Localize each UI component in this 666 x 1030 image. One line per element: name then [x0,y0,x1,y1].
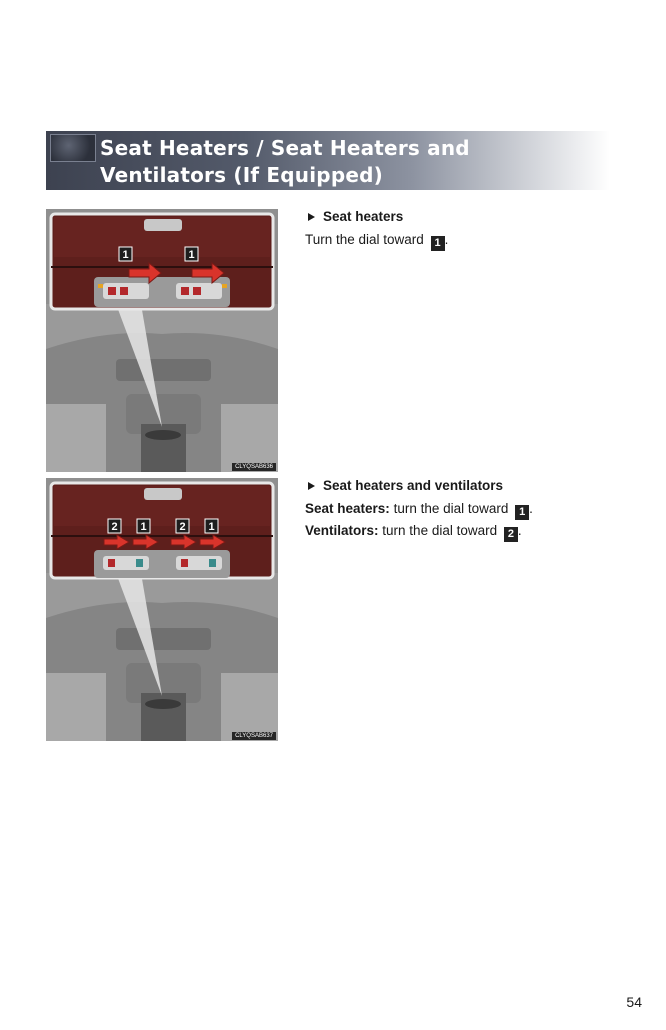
seat-ventilator-illustration [46,478,278,741]
instruction-text: Turn the dial toward [305,231,424,247]
figure-code: CLYQSAB636 [232,463,276,471]
number-badge: 2 [504,527,518,542]
triangle-bullet-icon [308,213,315,221]
section-heading-text: Seat heaters and ventilators [323,478,504,493]
instruction-line [305,498,625,521]
triangle-bullet-icon [308,482,315,490]
section-header [46,131,610,190]
seat-heater-figure [46,209,278,472]
seat-heaters-ventilators-section [305,475,625,543]
page-title [100,135,470,189]
title-line-1: Seat Heaters / Seat Heaters and [100,136,470,160]
figure2-label-4: 1 [208,521,215,533]
instruction-suffix: . [517,523,522,538]
instruction-line [305,229,625,252]
figure1-label-2: 1 [188,249,195,261]
instruction-text: turn the dial toward [382,523,498,538]
instruction-line [305,520,625,543]
page-number: 54 [626,994,642,1010]
figure2-label-1: 2 [111,521,118,533]
instruction-prefix: Ventilators: [305,523,379,538]
section-heading-text: Seat heaters [323,209,404,224]
figure1-label-1: 1 [122,249,129,261]
number-badge: 1 [431,236,445,251]
seat-heater-illustration [46,209,278,472]
header-thumbnail [50,134,96,162]
instruction-text: turn the dial toward [393,500,509,516]
figure-code: CLYQSAB637 [232,732,276,740]
instruction-prefix: Seat heaters: [305,500,390,516]
title-line-2: Ventilators (If Equipped) [100,163,383,187]
seat-heater-ventilator-figure [46,478,278,741]
instruction-suffix: . [444,231,449,247]
section-heading [305,206,625,229]
figure2-label-3: 2 [179,521,186,533]
number-badge: 1 [515,505,529,520]
seat-heaters-section [305,206,625,251]
instruction-suffix: . [529,500,533,516]
figure2-label-2: 1 [140,521,147,533]
section-heading [305,475,625,498]
